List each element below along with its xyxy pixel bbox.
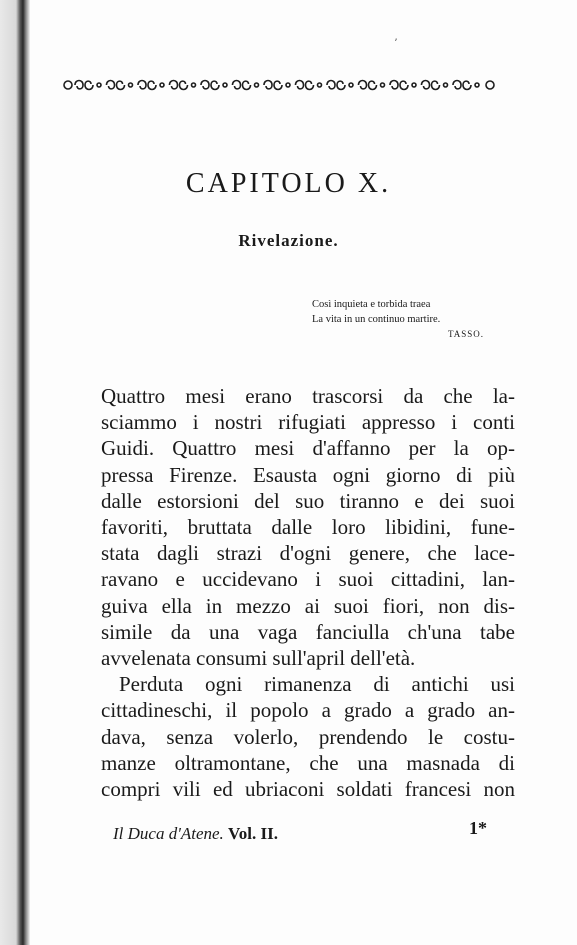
text-line: Quattro mesi erano trascorsi da che la-	[101, 384, 515, 408]
text-line: dalle estorsioni del suo tiranno e dei suoi	[101, 488, 515, 513]
ornament-dot-icon	[318, 83, 322, 87]
text-line: avvelenata consumi sull'april dell'età.	[101, 646, 416, 671]
binding-gutter	[0, 0, 30, 945]
ornament-dot-icon	[349, 83, 353, 87]
body-text	[101, 383, 515, 802]
text-line: Guidi. Quattro mesi d'affanno per la op-	[101, 436, 515, 461]
epigraph-line-1: Così inquieta e torbida traea	[312, 299, 431, 310]
ornament-dot-icon	[412, 83, 416, 87]
signature-mark: 1*	[469, 818, 487, 838]
epigraph-author: TASSO.	[447, 329, 484, 339]
scroll-motif-icon	[453, 81, 471, 90]
text-line: cittadineschi, il popolo a grado a grado an-	[101, 698, 515, 723]
scroll-motif-icon	[170, 81, 188, 90]
scroll-motif-icon	[422, 81, 440, 90]
ornament-scroll-icon	[62, 76, 496, 94]
volume-label: Vol. II.	[228, 824, 278, 843]
chapter-subtitle: Rivelazione.	[238, 231, 339, 250]
text-line: compri vili ed ubriaconi soldati francesi non	[101, 777, 515, 802]
text-line: pressa Firenze. Esausta ogni giorno di più	[101, 462, 515, 487]
epigraph-line-2: La vita in un continuo martire.	[312, 314, 441, 325]
scroll-motif-icon	[138, 81, 156, 90]
ornament-dot-icon	[97, 83, 101, 87]
ornament-dot-icon	[286, 83, 290, 87]
ornament-band-icon	[62, 76, 496, 94]
text-line: Perduta ogni rimanenza di antichi usi	[119, 672, 515, 697]
scroll-motif-icon	[107, 81, 125, 90]
ornament-dot-icon	[381, 83, 385, 87]
scroll-motif-icon	[327, 81, 345, 90]
text-line: guiva ella in mezzo ai suoi fiori, non dis-	[101, 593, 515, 618]
ornament-dot-icon	[223, 83, 227, 87]
text-line: ravano e uccidevano i suoi cittadini, lan-	[101, 567, 515, 592]
scroll-motif-icon	[296, 81, 314, 90]
text-line: favoriti, bruttata dalle loro libidini, fune-	[101, 515, 515, 540]
scroll-motif-icon	[233, 81, 251, 90]
ornament-dot-icon	[192, 83, 196, 87]
ornament-dot-icon	[475, 83, 479, 87]
text-line: manze oltramontane, che una masnada di	[101, 750, 515, 775]
ornament-dot-icon	[129, 83, 133, 87]
text-line: simile da una vaga fanciulla ch'una tabe	[101, 619, 515, 644]
epigraph	[312, 297, 502, 342]
scroll-motif-icon	[75, 81, 93, 90]
scroll-motif-icon	[264, 81, 282, 90]
page-footer	[113, 818, 487, 844]
running-title: Il Duca d'Atene.	[113, 824, 224, 843]
text-line: sciammo i nostri rifugiati appresso i conti	[101, 410, 515, 435]
stray-mark: ʼ	[394, 38, 398, 49]
scroll-motif-icon	[359, 81, 377, 90]
scroll-motif-icon	[390, 81, 408, 90]
text-line: stata dagli strazi d'ogni genere, che lace-	[101, 541, 515, 566]
text-line: dava, senza volerlo, prendendo le costu-	[101, 724, 515, 749]
paragraph-1	[101, 383, 515, 671]
chapter-title: CAPITOLO X.	[185, 168, 392, 199]
ornament-dot-icon	[255, 83, 259, 87]
ornament-dot-icon	[160, 83, 164, 87]
paragraph-2	[101, 671, 515, 802]
scroll-motif-icon	[201, 81, 219, 90]
ornament-dot-icon	[444, 83, 448, 87]
